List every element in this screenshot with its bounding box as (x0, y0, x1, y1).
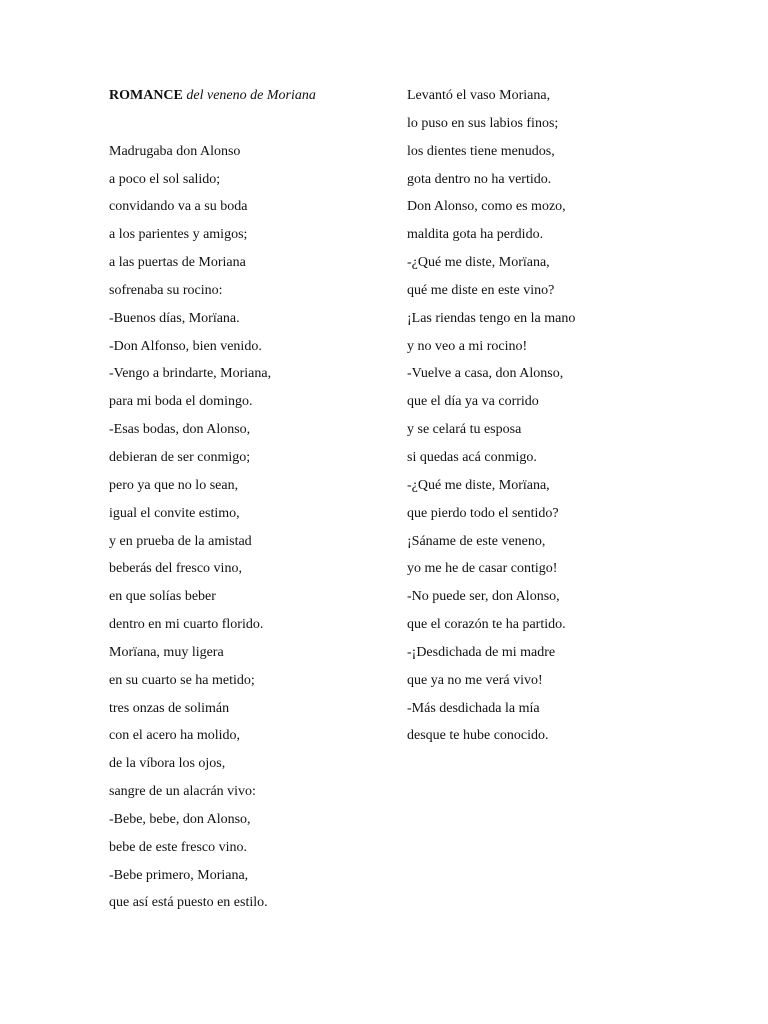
verse-line: Don Alonso, como es mozo, (407, 199, 566, 215)
verse-line: los dientes tiene menudos, (407, 143, 555, 159)
verse-line: maldita gota ha perdido. (407, 227, 544, 243)
verse-line: de la víbora los ojos, (109, 756, 226, 772)
verse-line: -Buenos días, Morïana. (109, 310, 240, 326)
verse-line: ¡Las riendas tengo en la mano (407, 310, 576, 326)
verse-line: -Esas bodas, don Alonso, (109, 422, 251, 438)
verse-line: en su cuarto se ha metido; (109, 672, 255, 688)
right-verses (407, 86, 707, 754)
verse-line: beberás del fresco vino, (109, 561, 242, 577)
verse-line: igual el convite estimo, (109, 505, 240, 521)
verse-line: -¿Qué me diste, Morïana, (407, 255, 550, 271)
verse-line: a poco el sol salido; (109, 171, 221, 187)
verse-line: si quedas acá conmigo. (407, 449, 537, 465)
poem-title (109, 86, 409, 114)
verse-line: debieran de ser conmigo; (109, 449, 251, 465)
verse-line: gota dentro no ha vertido. (407, 171, 552, 187)
title-subtitle: del veneno de Moriana (186, 88, 316, 103)
verse-line: dentro en mi cuarto florido. (109, 617, 264, 633)
title-main: ROMANCE (109, 88, 183, 103)
right-column (407, 86, 707, 754)
verse-line: -No puede ser, don Alonso, (407, 589, 560, 605)
verse-line: lo puso en sus labios finos; (407, 115, 559, 131)
verse-line: yo me he de casar contigo! (407, 561, 558, 577)
left-verses (109, 142, 409, 922)
verse-line: convidando va a su boda (109, 199, 248, 215)
verse-line: -Vuelve a casa, don Alonso, (407, 366, 564, 382)
verse-line: que el corazón te ha partido. (407, 617, 566, 633)
verse-line: Morïana, muy ligera (109, 644, 224, 660)
verse-line: que pierdo todo el sentido? (407, 505, 559, 521)
verse-line: pero ya que no lo sean, (109, 477, 239, 493)
verse-line: en que solías beber (109, 589, 216, 605)
title-spacer (109, 114, 409, 142)
verse-line: tres onzas de solimán (109, 700, 230, 716)
verse-line: -Más desdichada la mía (407, 700, 540, 716)
verse-line: -¿Qué me diste, Morïana, (407, 477, 550, 493)
verse-line: para mi boda el domingo. (109, 394, 253, 410)
verse-line: y en prueba de la amistad (109, 533, 252, 549)
verse-line: -Bebe, bebe, don Alonso, (109, 811, 251, 827)
verse-line: a los parientes y amigos; (109, 227, 248, 243)
verse-line: -Vengo a brindarte, Moriana, (109, 366, 272, 382)
verse-line: que el día ya va corrido (407, 394, 539, 410)
verse-line: que ya no me verá vivo! (407, 672, 543, 688)
left-column (109, 86, 409, 921)
verse-line: con el acero ha molido, (109, 728, 241, 744)
verse-line: Levantó el vaso Moriana, (407, 88, 551, 103)
verse-line: -Bebe primero, Moriana, (109, 867, 249, 883)
verse-line: qué me diste en este vino? (407, 282, 555, 298)
verse-line: -¡Desdichada de mi madre (407, 644, 556, 660)
verse-line: sofrenaba su rocino: (109, 282, 223, 298)
verse-line: a las puertas de Moriana (109, 255, 246, 271)
verse-line: y no veo a mi rocino! (407, 338, 528, 354)
verse-line: ¡Sáname de este veneno, (407, 533, 546, 549)
verse-line: -Don Alfonso, bien venido. (109, 338, 262, 354)
verse-line: que así está puesto en estilo. (109, 895, 268, 911)
verse-line: bebe de este fresco vino. (109, 839, 247, 855)
verse-line: y se celará tu esposa (407, 422, 522, 438)
verse-line: desque te hube conocido. (407, 728, 549, 744)
verse-line: Madrugaba don Alonso (109, 143, 241, 159)
verse-line: sangre de un alacrán vivo: (109, 784, 256, 800)
